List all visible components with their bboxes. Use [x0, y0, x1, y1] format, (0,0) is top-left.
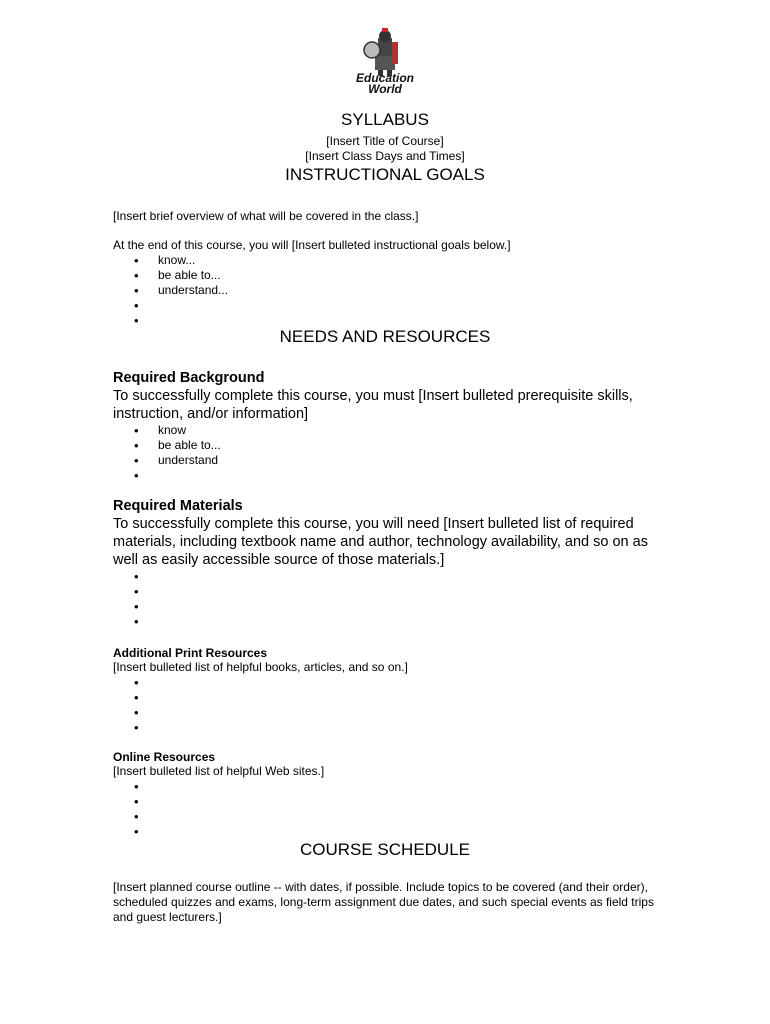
- list-item: [134, 705, 158, 720]
- list-item: • know: [134, 423, 221, 438]
- course-title: [Insert Title of Course]: [326, 134, 444, 148]
- online-text: [Insert bulleted list of helpful Web sites.]: [113, 764, 325, 778]
- needs-heading: NEEDS AND RESOURCES: [279, 327, 491, 346]
- background-text: To successfully complete this course, you must [Insert bulleted prerequisite skills, instruction, and/or information]: [113, 388, 633, 422]
- schedule-text: [Insert planned course outline -- with dates, if possible. Include topics to be covered (and their order), scheduled quizzes and exams, long-term assignment due dates, and such special events as field trips and guest lecturers.]: [113, 880, 654, 924]
- list-item: [134, 794, 158, 809]
- background-list: [134, 423, 221, 483]
- list-item: • be able to...: [134, 268, 228, 283]
- materials-title: Required Materials: [113, 498, 243, 514]
- class-days: [Insert Class Days and Times]: [305, 149, 465, 163]
- list-item: [134, 824, 158, 839]
- print-title: Additional Print Resources: [113, 646, 268, 660]
- goals-intro: At the end of this course, you will [Insert bulleted instructional goals below.]: [113, 238, 511, 252]
- list-item: • understand: [134, 453, 221, 468]
- list-item: • understand...: [134, 283, 228, 298]
- logo-line1: Education: [355, 71, 414, 85]
- materials-list: [134, 569, 158, 629]
- list-item: [134, 675, 158, 690]
- goals-list: [134, 253, 228, 328]
- education-world-logo: [345, 28, 425, 96]
- print-text: [Insert bulleted list of helpful books, articles, and so on.]: [113, 660, 408, 674]
- materials-text: To successfully complete this course, you will need [Insert bulleted list of required materials, including textbook name and author, technology availability, and so on as well as easily accessible source of those materials.]: [113, 516, 648, 568]
- list-item: [134, 614, 158, 629]
- online-list: [134, 779, 158, 839]
- goals-overview: [Insert brief overview of what will be covered in the class.]: [113, 209, 419, 223]
- schedule-heading: COURSE SCHEDULE: [299, 840, 471, 859]
- list-item: • be able to...: [134, 438, 221, 453]
- list-item: [134, 599, 158, 614]
- page-title: SYLLABUS: [341, 110, 429, 129]
- print-list: [134, 675, 158, 735]
- list-item: [134, 584, 158, 599]
- list-item: [134, 569, 158, 584]
- list-item: [134, 298, 228, 313]
- list-item: [134, 720, 158, 735]
- list-item: [134, 468, 221, 483]
- online-title: Online Resources: [113, 750, 216, 764]
- list-item: [134, 690, 158, 705]
- goals-heading: INSTRUCTIONAL GOALS: [285, 165, 485, 184]
- list-item: [134, 809, 158, 824]
- list-item: • know...: [134, 253, 228, 268]
- list-item: [134, 313, 228, 328]
- background-title: Required Background: [113, 370, 265, 386]
- logo-line2: World: [368, 82, 402, 96]
- knight-icon: [345, 28, 425, 76]
- list-item: [134, 779, 158, 794]
